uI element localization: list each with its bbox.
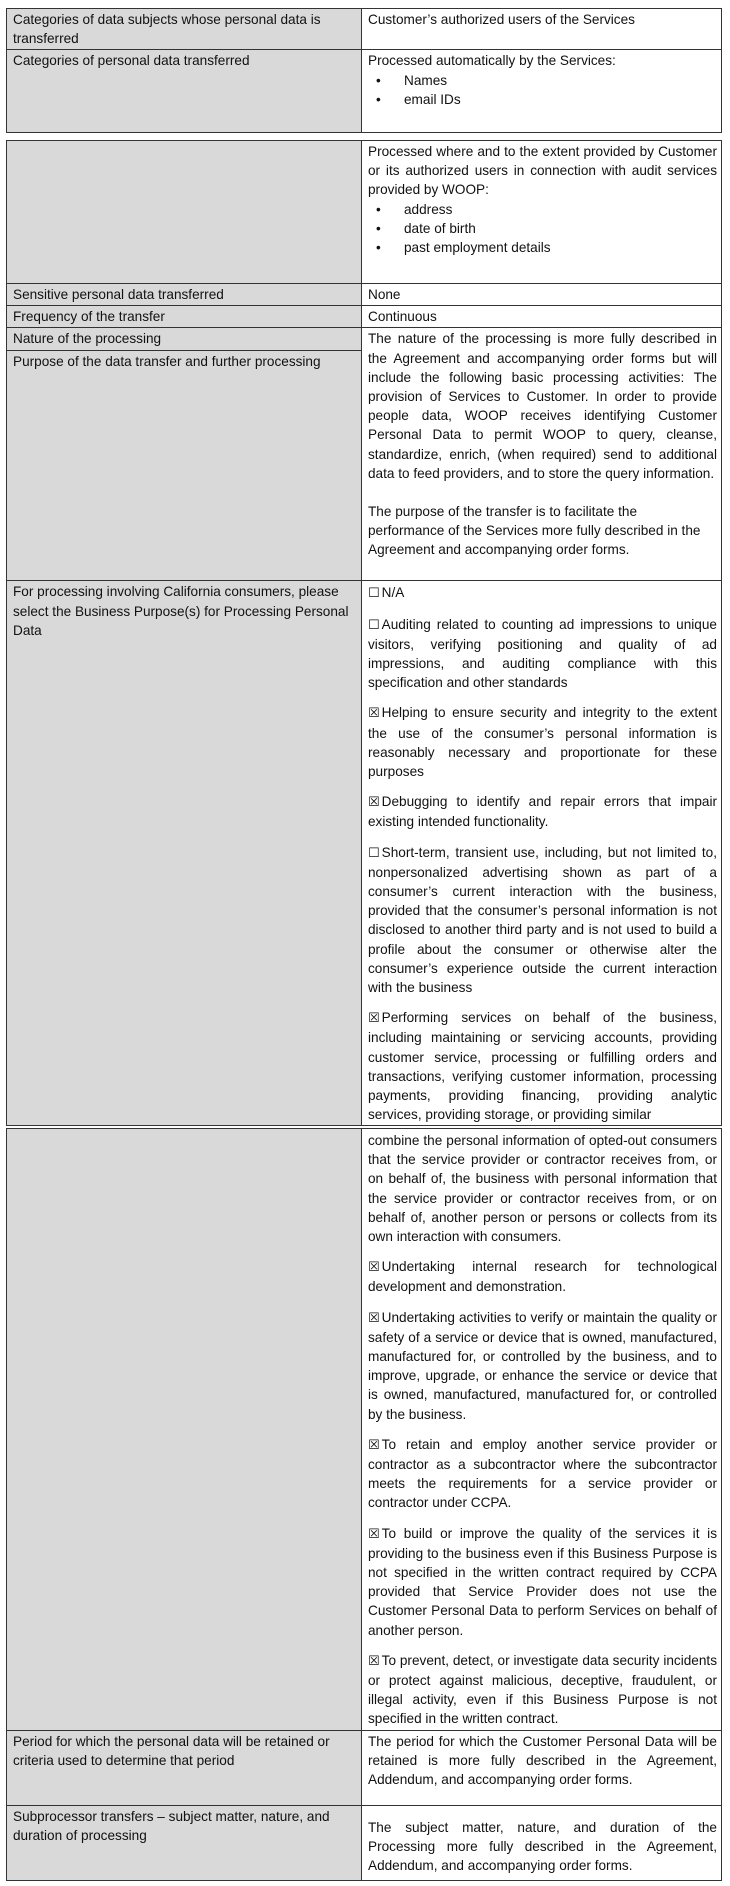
- paragraph: The nature of the processing is more fully described in the Agreement and accompanying order forms but will include the following basic processing activities: The provision of Services to Customer. In order to provide people data, WOOP receives identifying Customer Personal Data to permit WOOP to query, cleanse, standardize, enrich, (when required) send to additional data to feed providers, and to store the query information.: [368, 331, 717, 481]
- ccpa-option: [368, 703, 717, 781]
- checkbox-icon: ☒: [368, 1526, 380, 1542]
- checkbox-icon: ☒: [368, 795, 380, 811]
- ccpa-options: [362, 581, 722, 1126]
- option-text: To prevent, detect, or investigate data security incidents or protect against malicious, deceptive, fraudulent, or illegal activity, even if this Business Purpose is not specified in the written contract.: [368, 1652, 717, 1727]
- checkbox-icon: ☐: [368, 586, 380, 602]
- list-item: • address: [404, 200, 717, 219]
- ccpa-option: [368, 792, 717, 831]
- row-label: Frequency of the transfer: [7, 306, 362, 328]
- bullet-list: [368, 71, 717, 109]
- ccpa-option: [368, 1524, 717, 1640]
- checkbox-icon: ☒: [368, 1310, 380, 1326]
- row-label: Categories of personal data transferred: [7, 50, 362, 133]
- paragraph: Processed automatically by the Services:: [368, 53, 616, 69]
- option-text: Undertaking internal research for technological development and demonstration.: [368, 1259, 717, 1295]
- table-row: [7, 1730, 722, 1805]
- option-text: Undertaking activities to verify or maintain the quality or safety of a service or device that is owned, manufactured, manufactured for, or controlled by the business, and to improve, upgrade, or enhance the service or device that is owned, manufactured, manufactured for, or controlled by the business.: [368, 1309, 717, 1422]
- paragraph: The purpose of the transfer is to facilitate the performance of the Services more fully described in the Agreement and accompanying order forms.: [368, 504, 701, 558]
- purpose-label: Purpose of the data transfer and further processing: [13, 353, 321, 369]
- list-item: • email IDs: [404, 90, 717, 109]
- row-value: None: [362, 284, 722, 306]
- checkbox-icon: ☒: [368, 1437, 380, 1453]
- table-row: [7, 306, 722, 328]
- row-value: [362, 328, 722, 581]
- table-row: [7, 141, 722, 284]
- option-text: N/A: [381, 585, 405, 601]
- paragraph: Processed where and to the extent provided by Customer or its authorized users in connection with audit services provided by WOOP:: [368, 144, 717, 198]
- checkbox-icon: ☒: [368, 1653, 380, 1669]
- bullet-list: [368, 200, 717, 258]
- table-row: [7, 50, 722, 133]
- option-text: To retain and employ another service provider or contractor as a subcontractor where the subcontractor meets the requirements for a service provider or contractor under CCPA.: [368, 1436, 717, 1511]
- paragraph: combine the personal information of opted-out consumers that the service provider or contractor receives from, or on behalf of, the business with personal information that the service provider or contractor receives from, or on behalf of, another person or persons or collects from its own interaction with consumers.: [368, 1133, 717, 1245]
- table-row: [7, 1129, 722, 1731]
- row-value: [362, 141, 722, 284]
- row-label: [7, 328, 362, 581]
- list-item: • date of birth: [404, 219, 717, 238]
- row-value: [362, 50, 722, 133]
- table-row: [7, 9, 722, 50]
- checkbox-icon: ☒: [368, 1260, 380, 1276]
- table-row: [7, 328, 722, 581]
- option-text: Short-term, transient use, including, but not limited to, nonpersonalized advertising shown as part of a consumer’s current interaction with the business, provided that the consumer’s personal information is not disclosed to another third party and is not used to build a profile about the consumer or otherwise alter the consumer’s experience outside the current interaction with the business: [368, 844, 717, 996]
- ccpa-option: [368, 1257, 717, 1296]
- row-label-empty: [7, 1129, 362, 1731]
- list-item: • past employment details: [404, 238, 717, 257]
- table-row: [7, 581, 722, 1126]
- option-text: Debugging to identify and repair errors that impair existing intended functionality.: [368, 794, 717, 830]
- list-item: • Names: [404, 71, 717, 90]
- row-label-empty: [7, 141, 362, 284]
- row-label: Subprocessor transfers – subject matter, nature, and duration of processing: [7, 1805, 362, 1880]
- nature-label: Nature of the processing: [7, 328, 361, 350]
- row-value: Customer’s authorized users of the Services: [362, 9, 722, 50]
- option-text: Helping to ensure security and integrity to the extent the use of the consumer’s personal information is reasonably necessary and proportionate for these purposes: [368, 705, 717, 780]
- ccpa-options-continued: [362, 1129, 722, 1731]
- checkbox-icon: ☐: [368, 845, 380, 861]
- checkbox-icon: ☐: [368, 617, 380, 633]
- table-row: [7, 1805, 722, 1880]
- row-value: The period for which the Customer Personal Data will be retained is more fully described in the Agreement, Addendum, and accompanying order forms.: [362, 1730, 722, 1805]
- row-value: Continuous: [362, 306, 722, 328]
- option-text: Auditing related to counting ad impressions to unique visitors, verifying positioning and quality of ad impressions, and auditing compliance with this specification and other standards: [368, 616, 717, 691]
- checkbox-icon: ☒: [368, 706, 380, 722]
- row-label: Categories of data subjects whose personal data is transferred: [7, 9, 362, 50]
- row-label: Sensitive personal data transferred: [7, 284, 362, 306]
- row-label: For processing involving California consumers, please select the Business Purpose(s) for Processing Personal Data: [7, 581, 362, 1126]
- ccpa-option: [368, 1651, 717, 1729]
- option-text: Performing services on behalf of the business, including maintaining or servicing accounts, providing customer service, processing or fulfilling orders and transactions, verifying customer information, processing payments, providing financing, providing analytic services, providing storage, or providing similar: [368, 1010, 717, 1123]
- data-transfer-table-1: [6, 8, 722, 133]
- row-label: Period for which the personal data will be retained or criteria used to determine that period: [7, 1730, 362, 1805]
- ccpa-option: [368, 843, 717, 998]
- data-transfer-table-2: [6, 140, 722, 1126]
- ccpa-option: [368, 1435, 717, 1513]
- row-value: The subject matter, nature, and duration of the Processing more fully described in the Agreement, Addendum, and accompanying order forms.: [362, 1805, 722, 1880]
- table-row: [7, 284, 722, 306]
- data-transfer-table-3: [6, 1128, 722, 1881]
- ccpa-option: [368, 615, 717, 693]
- ccpa-option: [368, 1308, 717, 1424]
- option-text: To build or improve the quality of the services it is providing to the business even if this Business Purpose is not specified in the written contract required by CCPA provided that Service Provider does not use the Customer Personal Data to perform Services on behalf of another person.: [368, 1525, 717, 1638]
- ccpa-option: [368, 583, 717, 603]
- checkbox-icon: ☒: [368, 1011, 380, 1027]
- ccpa-option: [368, 1008, 717, 1124]
